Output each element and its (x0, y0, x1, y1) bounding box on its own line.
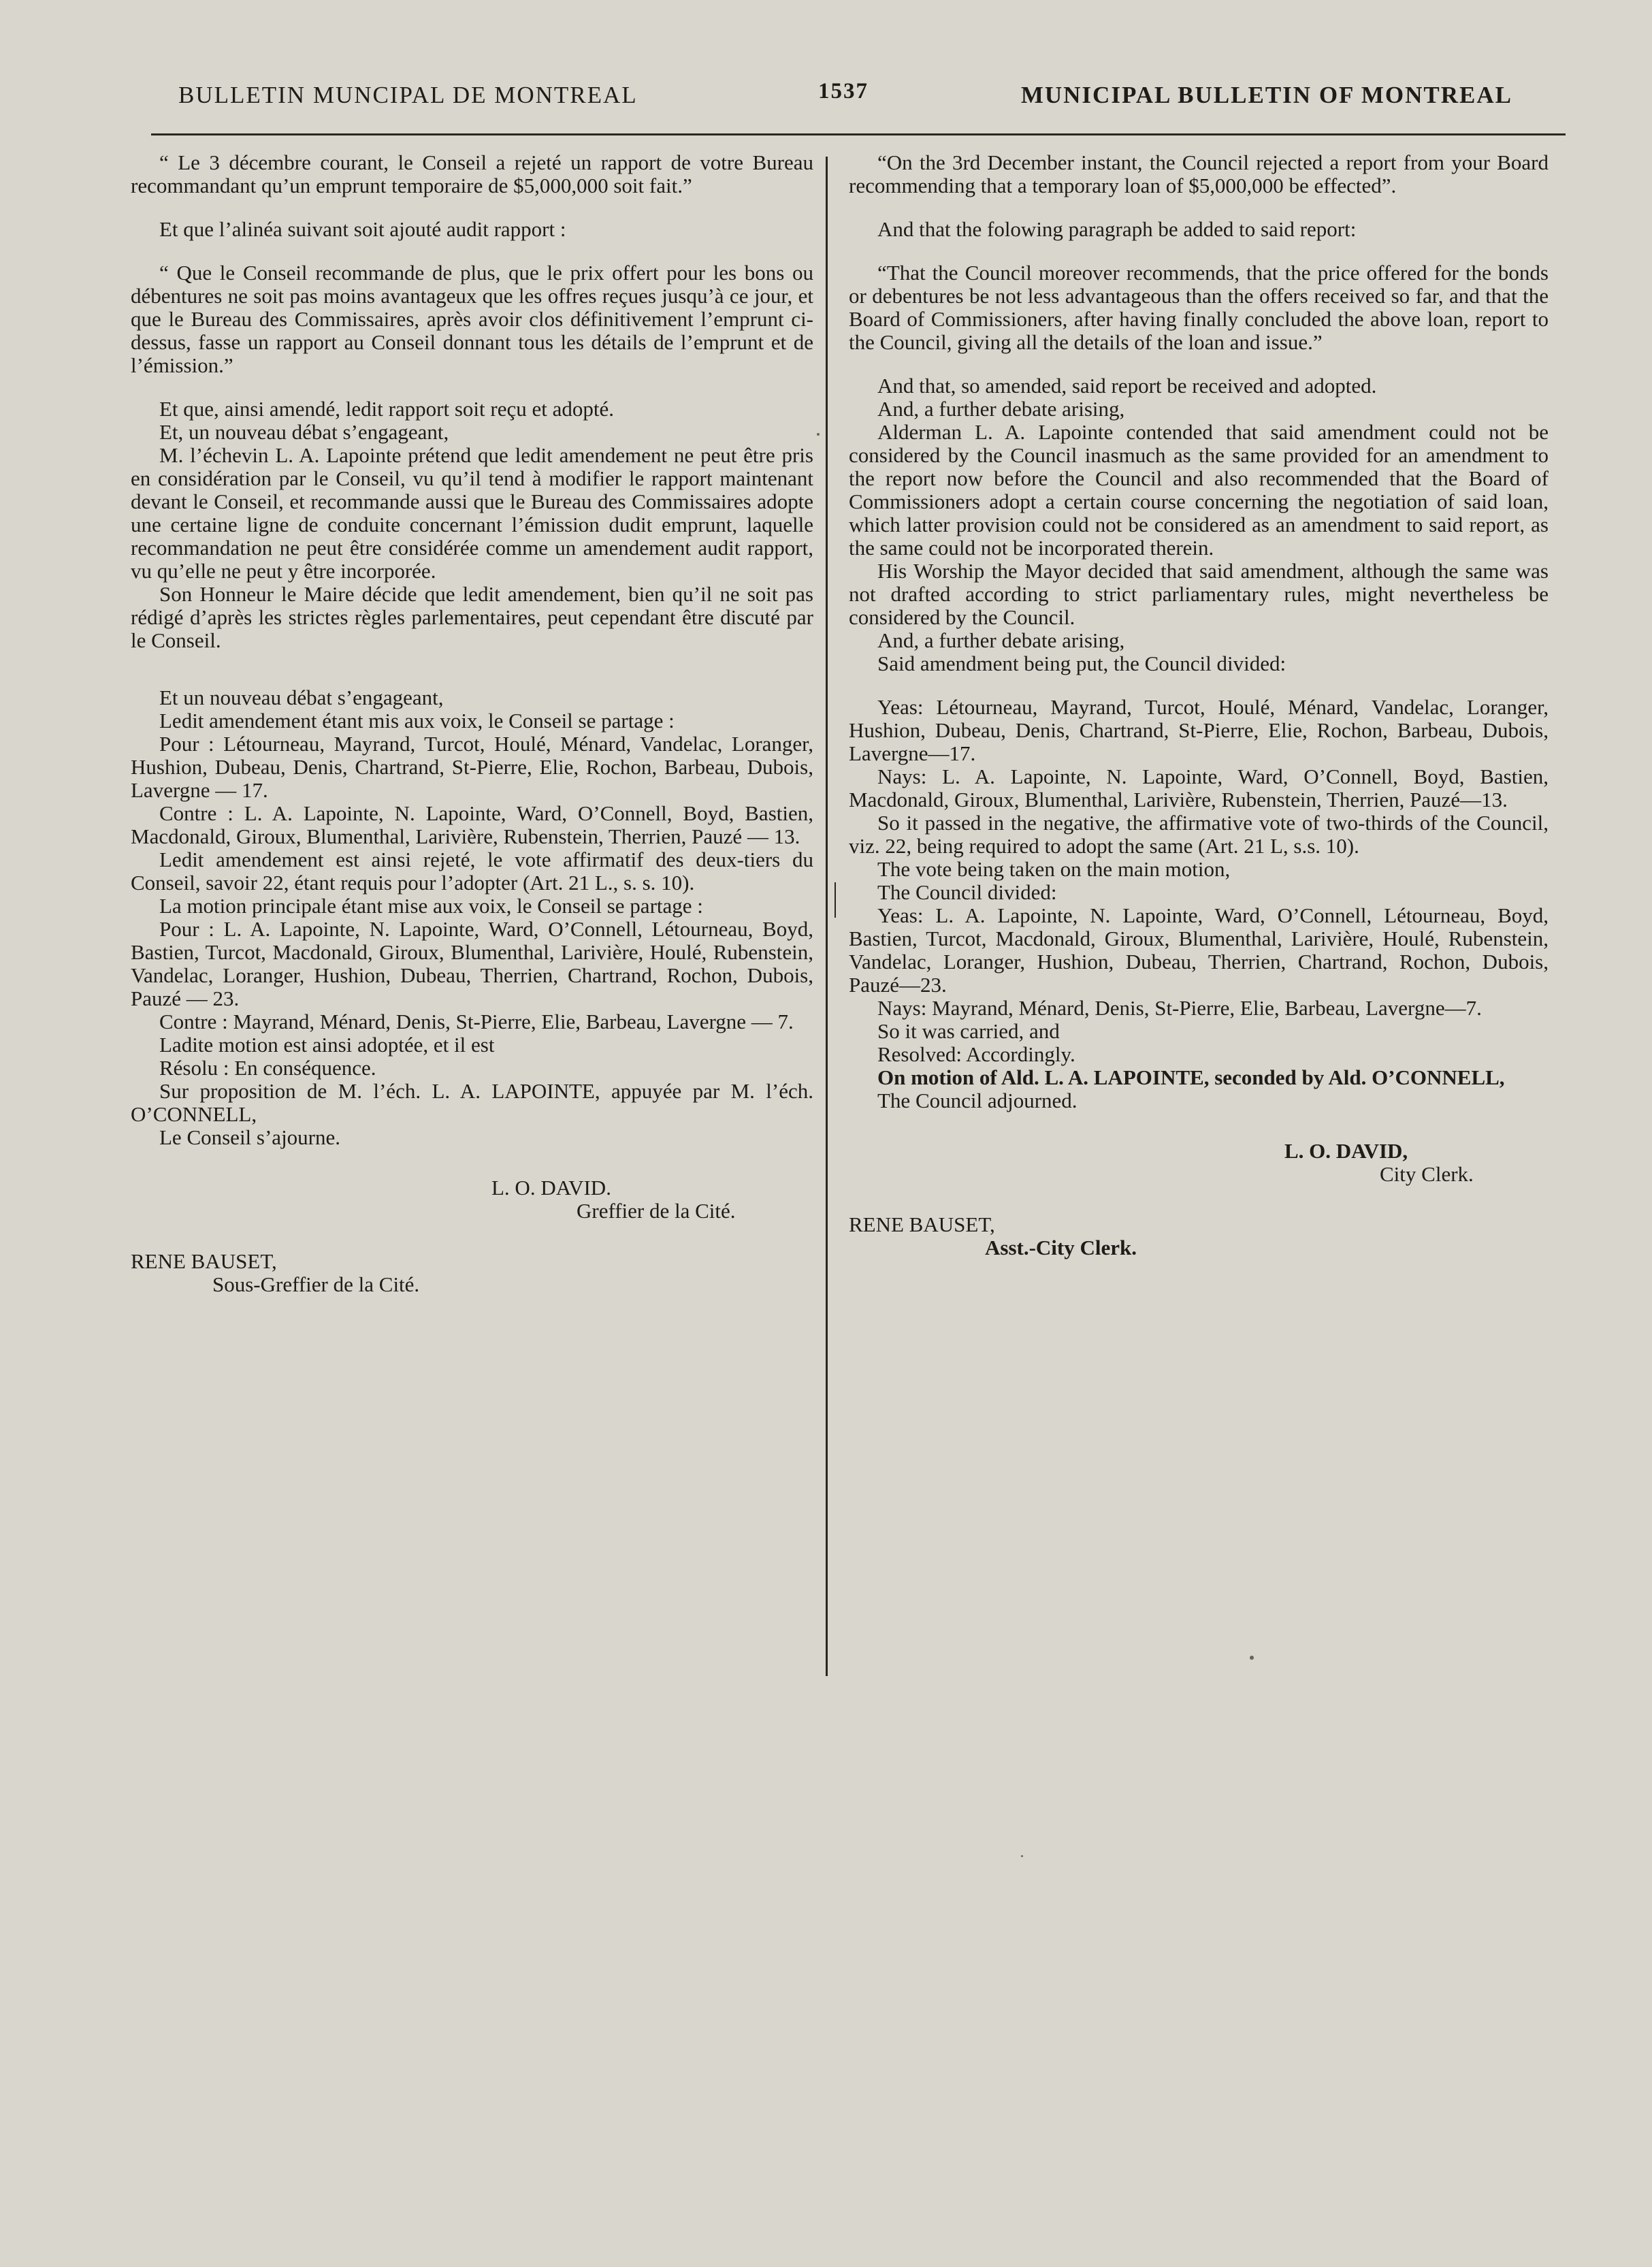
signature-name: L. O. DAVID, (1284, 1139, 1408, 1163)
header-rule (151, 133, 1566, 135)
paragraph: On motion of Ald. L. A. LAPOINTE, seconded by Ald. O’CONNELL, (877, 1065, 1505, 1089)
paragraph: “ Que le Conseil recommande de plus, que le prix offert pour les bons ou débentures ne soit pas moins avantageux que les offres reçues jusqu’à ce jour, et que le Bureau des Commissaires, après avoir clos définitivement l’emprunt ci-dessus, fasse un rapport au Conseil donnant tous les détails de l’emprunt et de l’émission.” (131, 261, 813, 377)
paragraph: The Council divided: (877, 880, 1057, 904)
paragraph: Le Conseil s’ajourne. (159, 1125, 341, 1149)
paragraph: Resolved: Accordingly. (877, 1042, 1075, 1066)
paragraph: And, a further debate arising, (877, 628, 1125, 652)
assistant-signature-title: Sous-Greffier de la Cité. (212, 1272, 420, 1296)
assistant-signature-name: RENE BAUSET, (849, 1212, 995, 1236)
assistant-signature-name: RENE BAUSET, (131, 1249, 277, 1273)
paragraph: So it passed in the negative, the affirmative vote of two-thirds of the Council, viz. 22, being required to adopt the same (Art. 21 L, s.s. 10). (849, 811, 1549, 858)
paragraph: The Council adjourned. (877, 1089, 1078, 1112)
paragraph: His Worship the Mayor decided that said amendment, although the same was not drafted according to strict parliamentary rules, might nevertheless be considered by the Council. (849, 559, 1549, 629)
paragraph: Yeas: L. A. Lapointe, N. Lapointe, Ward, O’Connell, Létourneau, Boyd, Bastien, Turcot, Macdonald, Giroux, Blumenthal, Larivière, Houlé, Rubenstein, Vandelac, Loranger, Hushion, Dubeau, Therrien, Chartrand, Rochon, Dubois, Pauzé—23. (849, 903, 1549, 997)
paragraph: The vote being taken on the main motion, (877, 857, 1231, 881)
paper-speck (1021, 1855, 1023, 1857)
paragraph: Contre : L. A. Lapointe, N. Lapointe, Ward, O’Connell, Boyd, Bastien, Macdonald, Giroux, Blumenthal, Larivière, Rubenstein, Therrien, Pauzé — 13. (131, 801, 813, 848)
paragraph: Son Honneur le Maire décide que ledit amendement, bien qu’il ne soit pas rédigé d’après les strictes règles parlementaires, peut cependant être discuté par le Conseil. (131, 582, 813, 652)
paragraph: And that the folowing paragraph be added to said report: (877, 217, 1357, 241)
paragraph: And that, so amended, said report be received and adopted. (877, 374, 1377, 398)
assistant-signature-title: Asst.-City Clerk. (985, 1236, 1137, 1259)
paragraph: Et un nouveau débat s’engageant, (159, 686, 444, 709)
english-column (849, 151, 1549, 1259)
header-english-title: MUNICIPAL BULLETIN OF MONTREAL (1020, 82, 1512, 108)
signature-title: Greffier de la Cité. (577, 1199, 736, 1223)
paragraph: Résolu : En conséquence. (159, 1056, 376, 1080)
header-french-title: BULLETIN MUNCIPAL DE MONTREAL (178, 82, 638, 108)
paragraph: “ Le 3 décembre courant, le Conseil a rejeté un rapport de votre Bureau recommandant qu’un emprunt temporaire de $5,000,000 soit fait.” (131, 150, 813, 197)
paragraph: Contre : Mayrand, Ménard, Denis, St-Pierre, Elie, Barbeau, Lavergne — 7. (159, 1010, 794, 1033)
paragraph: Et, un nouveau débat s’engageant, (159, 420, 449, 444)
paragraph: Et que l’alinéa suivant soit ajouté audit rapport : (159, 217, 566, 241)
paragraph: So it was carried, and (877, 1019, 1060, 1043)
paragraph: Sur proposition de M. l’éch. L. A. LAPOINTE, appuyée par M. l’éch. O’CONNELL, (131, 1079, 813, 1126)
paragraph: Alderman L. A. Lapointe contended that said amendment could not be considered by the Council inasmuch as the same provided for an amendment to the report now before the Council and also recommended that the Board of Commissioners adopt a certain course concerning the negotiation of said loan, which latter provision could not be considered as an amendment to said report, as the same could not be incorporated therein. (849, 420, 1549, 560)
paper-speck (817, 433, 820, 436)
paragraph: Ladite motion est ainsi adoptée, et il est (159, 1033, 495, 1057)
paper-speck (1250, 1656, 1254, 1660)
paragraph: La motion principale étant mise aux voix, le Conseil se partage : (159, 894, 703, 918)
paragraph: “On the 3rd December instant, the Council rejected a report from your Board recommending that a temporary loan of $5,000,000 be effected”. (849, 150, 1549, 197)
page-number: 1537 (818, 79, 869, 103)
paragraph: “That the Council moreover recommends, that the price offered for the bonds or debentures be not less advantageous than the offers received so far, and that the Board of Commissioners, after having finally concluded the above loan, report to the Council, giving all the details of the loan and issue.” (849, 261, 1549, 354)
paragraph: Ledit amendement est ainsi rejeté, le vote affirmatif des deux-tiers du Conseil, savoir 22, étant requis pour l’adopter (Art. 21 L., s. s. 10). (131, 848, 813, 895)
french-column (131, 151, 813, 1296)
paragraph: Yeas: Létourneau, Mayrand, Turcot, Houlé, Ménard, Vandelac, Loranger, Hushion, Dubeau, Denis, Chartrand, St-Pierre, Elie, Rochon, Barbeau, Dubois, Lavergne—17. (849, 695, 1549, 765)
signature-title: City Clerk. (1380, 1162, 1474, 1186)
column-divider (826, 157, 828, 1676)
paragraph: Nays: Mayrand, Ménard, Denis, St-Pierre, Elie, Barbeau, Lavergne—7. (877, 996, 1482, 1020)
paragraph: M. l’échevin L. A. Lapointe prétend que ledit amendement ne peut être pris en considération par le Conseil, vu qu’il tend à modifier le rapport maintenant devant le Conseil, et recommande aussi que le Bureau des Commissaires adopte une certaine ligne de conduite concernant l’émission dudit emprunt, laquelle recommandation ne peut être considérée comme un amendement audit rapport, vu qu’elle ne peut y être incorporée. (131, 443, 813, 583)
signature-name: L. O. DAVID. (491, 1176, 611, 1200)
paragraph: Et que, ainsi amendé, ledit rapport soit reçu et adopté. (159, 397, 614, 421)
paragraph: Said amendment being put, the Council divided: (877, 652, 1286, 675)
paragraph: Ledit amendement étant mis aux voix, le Conseil se partage : (159, 709, 675, 733)
divider-mark (835, 882, 836, 918)
paragraph: Nays: L. A. Lapointe, N. Lapointe, Ward, O’Connell, Boyd, Bastien, Macdonald, Giroux, Blumenthal, Larivière, Rubenstein, Therrien, Pauzé—13. (849, 765, 1549, 811)
paragraph: Pour : L. A. Lapointe, N. Lapointe, Ward, O’Connell, Létourneau, Boyd, Bastien, Turcot, Macdonald, Giroux, Blumenthal, Larivière, Houlé, Rubenstein, Vandelac, Loranger, Hushion, Dubeau, Therrien, Chartrand, Rochon, Dubois, Pauzé — 23. (131, 917, 813, 1010)
page-header (178, 76, 1512, 117)
paragraph: Pour : Létourneau, Mayrand, Turcot, Houlé, Ménard, Vandelac, Loranger, Hushion, Dubeau, Denis, Chartrand, St-Pierre, Elie, Rochon, Barbeau, Dubois, Lavergne — 17. (131, 732, 813, 802)
paragraph: And, a further debate arising, (877, 397, 1125, 421)
